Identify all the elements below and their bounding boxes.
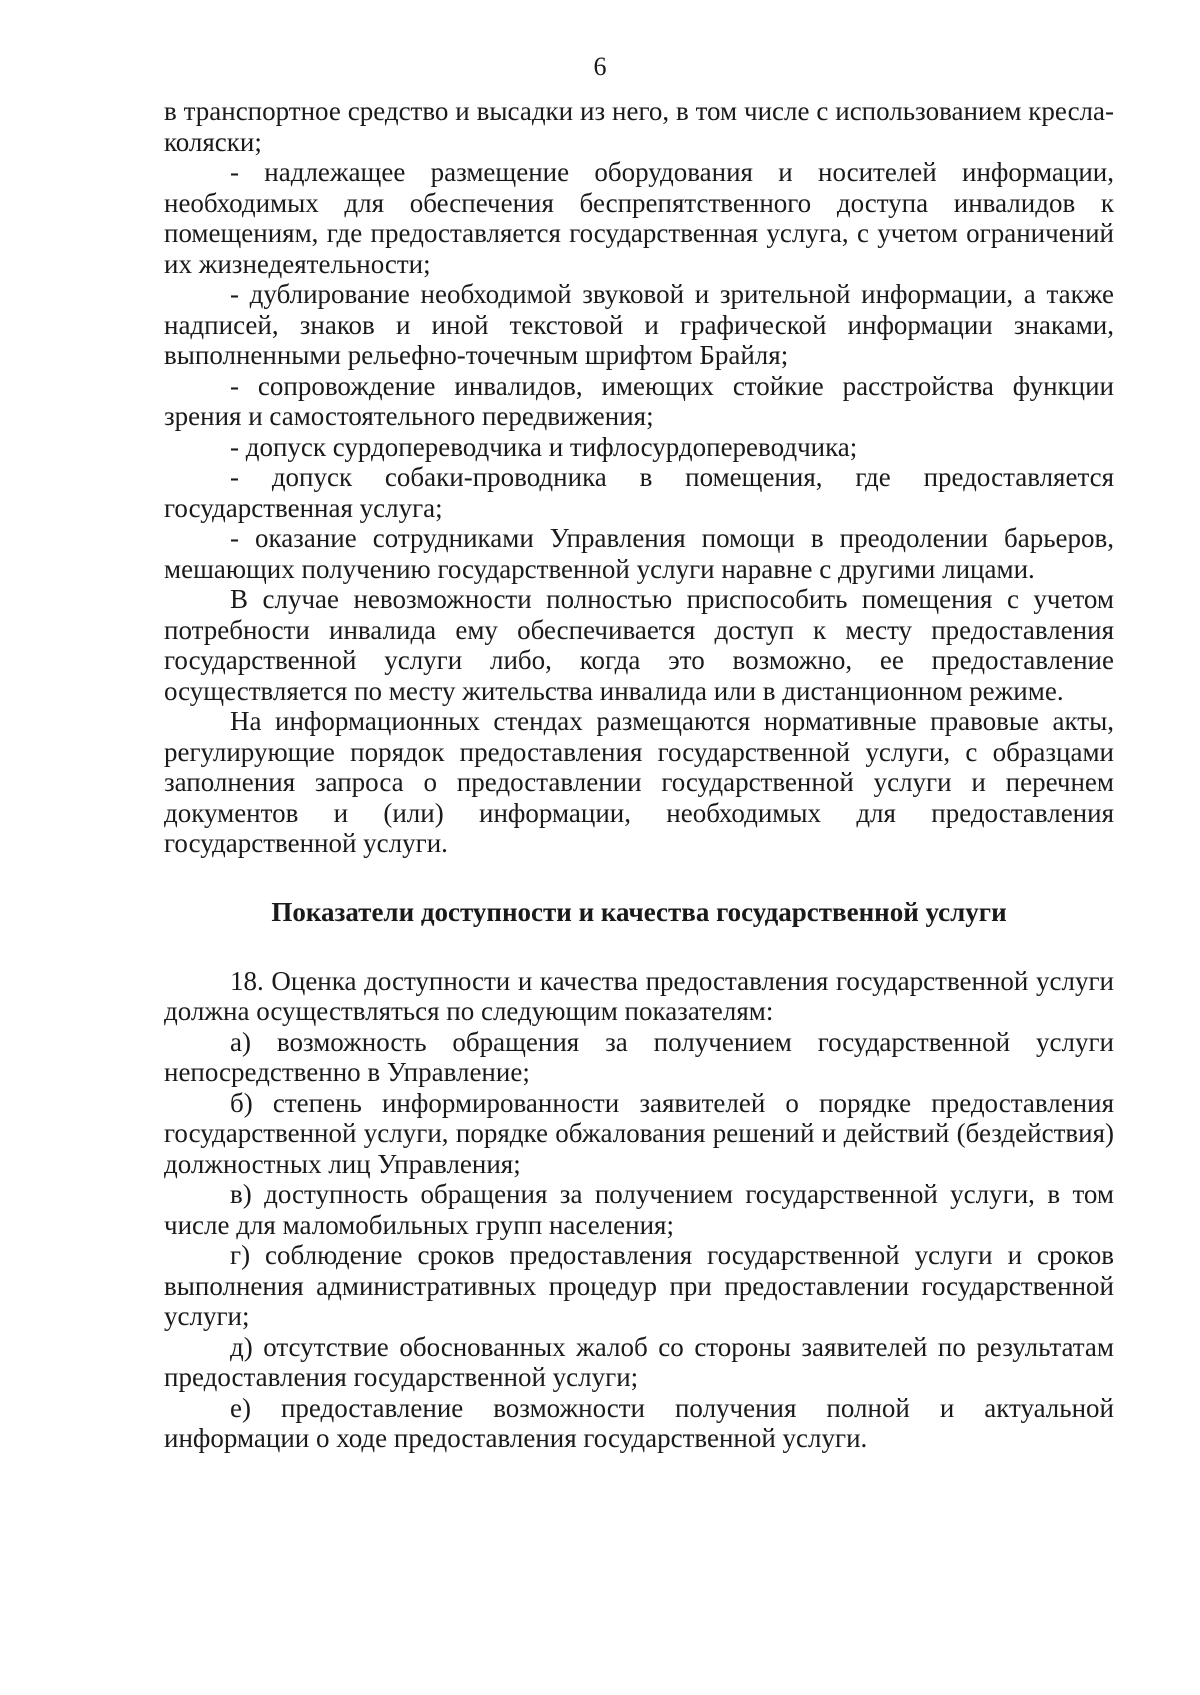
list-item-guide-dog: - допуск собаки-проводника в помещения, где предоставляется государственная услуга; <box>164 462 1114 523</box>
indicator-item-d: д) отсутствие обоснованных жалоб со стороны заявителей по результатам предоставления государственной услуги; <box>164 1331 1114 1392</box>
page-number: 6 <box>593 52 607 81</box>
list-item-escort: - сопровождение инвалидов, имеющих стойкие расстройства функции зрения и самостоятельного передвижения; <box>164 370 1114 431</box>
section-intro: 18. Оценка доступности и качества предоставления государственной услуги должна осуществляться по следующим показателям: <box>164 965 1114 1026</box>
paragraph-remote-access: В случае невозможности полностью приспособить помещения с учетом потребности инвалида ему обеспечивается доступ к месту предоставления государственной услуги либо, когда это возможно, ее предоставление осуществляется по месту жительства инвалида или в дистанционном режиме. <box>164 584 1114 706</box>
indicator-item-g: г) соблюдение сроков предоставления государственной услуги и сроков выполнения административных процедур при предоставлении государственной услуги; <box>164 1240 1114 1331</box>
list-item-staff-assistance: - оказание сотрудниками Управления помощи в преодолении барьеров, мешающих получению государственной услуги наравне с другими лицами. <box>164 523 1114 584</box>
indicator-item-e: е) предоставление возможности получения полной и актуальной информации о ходе предоставления государственной услуги. <box>164 1392 1114 1453</box>
list-item-equipment-placement: - надлежащее размещение оборудования и носителей информации, необходимых для обеспечения беспрепятственного доступа инвалидов к помещениям, где предоставляется государственная услуга, с учетом ограничений их жизнедеятельности; <box>164 157 1114 279</box>
indicator-item-v: в) доступность обращения за получением государственной услуги, в том числе для маломобильных групп населения; <box>164 1179 1114 1240</box>
section-heading: Показатели доступности и качества государственной услуги <box>271 896 1007 927</box>
indicator-item-a: а) возможность обращения за получением государственной услуги непосредственно в Управление; <box>164 1026 1114 1087</box>
list-item-sign-interpreter: - допуск сурдопереводчика и тифлосурдопереводчика; <box>230 431 858 462</box>
paragraph-information-stands: На информационных стендах размещаются нормативные правовые акты, регулирующие порядок предоставления государственной услуги, с образцами заполнения запроса о предоставлении государственной услуги и перечнем документов и (или) информации, необходимых для предоставления государственной услуги. <box>164 706 1114 858</box>
indicator-list <box>164 1027 1114 1454</box>
document-body <box>164 96 1114 1454</box>
list-item-information-duplication: - дублирование необходимой звуковой и зрительной информации, а также надписей, знаков и иной текстовой и графической информации знаками, выполненными рельефно-точечным шрифтом Брайля; <box>164 279 1114 370</box>
indicator-item-b: б) степень информированности заявителей о порядке предоставления государственной услуги, порядке обжалования решений и действий (бездействия) должностных лиц Управления; <box>164 1087 1114 1179</box>
paragraph-continuation: в транспортное средство и высадки из него, в том числе с использованием кресла-коляски; <box>164 96 1114 157</box>
